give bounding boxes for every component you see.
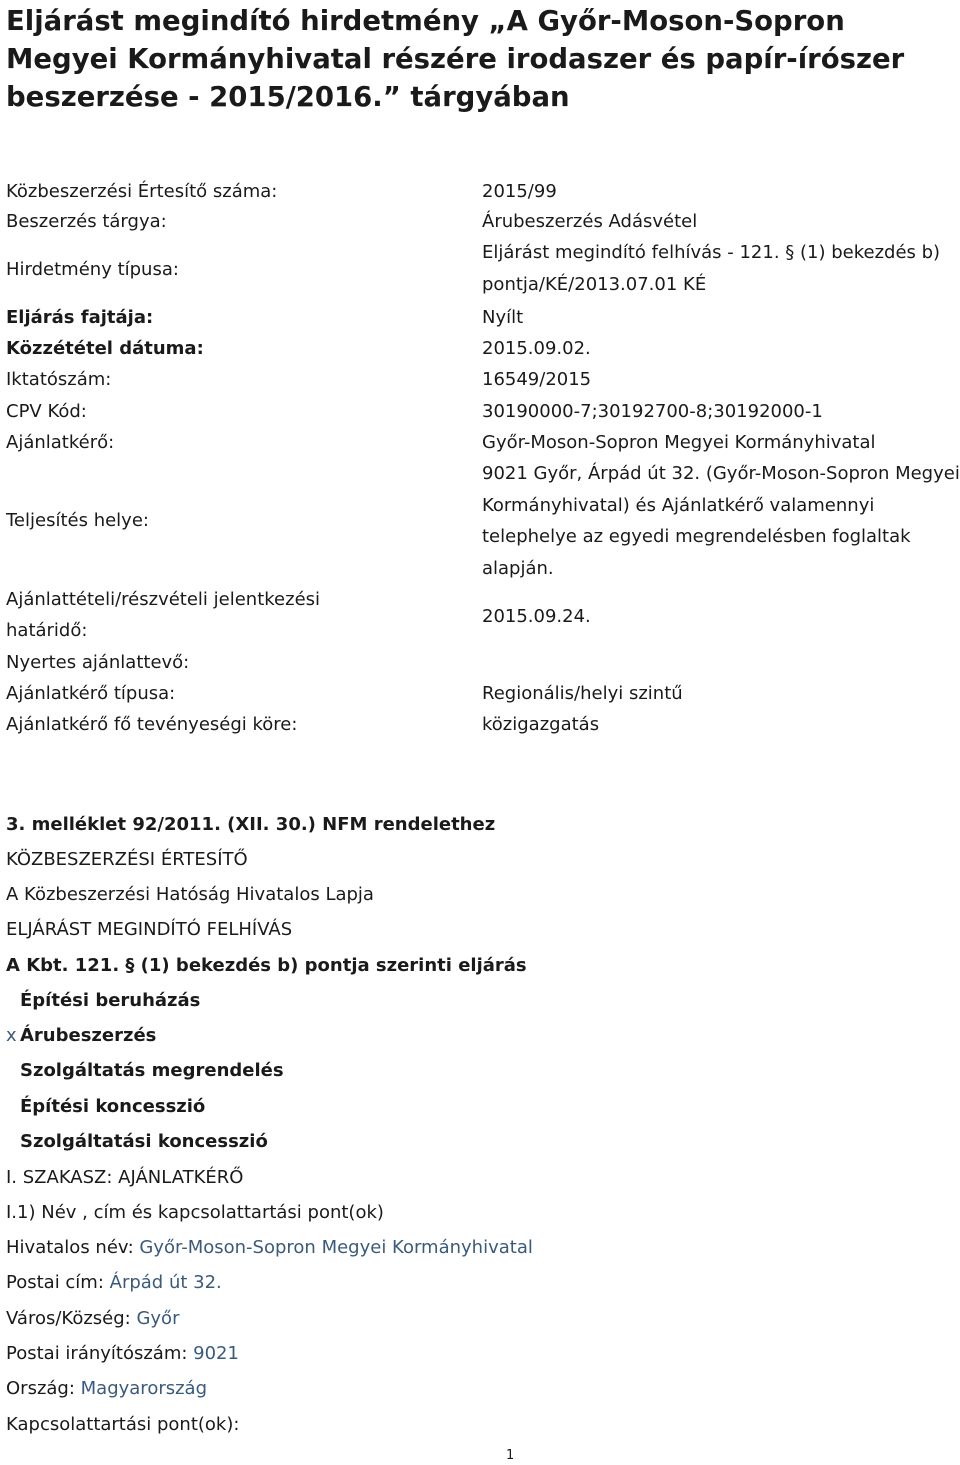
label-hatarido-line1: Ajánlattételi/részvételi jelentkezési: [6, 589, 321, 610]
value-iktatoszam: 16549/2015: [482, 369, 592, 390]
value-hirdetmeny-tipusa-line2: pontja/KÉ/2013.07.01 KÉ: [482, 274, 707, 295]
contact-value: Győr-Moson-Sopron Megyei Kormányhivatal: [139, 1237, 533, 1258]
nev-cim-heading: I.1) Név , cím és kapcsolattartási pont(ok): [6, 1202, 384, 1223]
label-nyertes: Nyertes ajánlattevő:: [6, 652, 190, 673]
option-label: Építési koncesszió: [20, 1096, 206, 1117]
contact-value: Árpád út 32.: [109, 1272, 222, 1293]
szakasz-heading: I. SZAKASZ: AJÁNLATKÉRŐ: [6, 1167, 244, 1188]
value-eljaras-fajtaja: Nyílt: [482, 307, 524, 328]
label-beszerzes-targya: Beszerzés tárgya:: [6, 211, 167, 232]
option-label: Építési beruházás: [20, 990, 201, 1011]
contact-iranyitoszam: [6, 1339, 239, 1369]
value-teljesites-helye-line4: alapján.: [482, 558, 554, 579]
contact-value: 9021: [193, 1343, 239, 1364]
contact-value: Győr: [136, 1308, 180, 1329]
value-ajanlatkero-tipusa: Regionális/helyi szintű: [482, 683, 683, 704]
label-ajanlatkero-tipusa: Ajánlatkérő típusa:: [6, 683, 176, 704]
option-label: Szolgáltatási koncesszió: [20, 1131, 268, 1152]
option-epitesi-beruhazas: [6, 986, 200, 1016]
value-hatarido: 2015.09.24.: [482, 606, 591, 627]
label-fo-tevekenysegi-kore: Ajánlatkérő fő tevényeségi köre:: [6, 714, 298, 735]
option-mark-checked: x: [6, 1025, 17, 1046]
contact-hivatalos-nev: [6, 1233, 533, 1263]
option-label: Árubeszerzés: [20, 1025, 157, 1046]
value-kozzetetel-datuma: 2015.09.02.: [482, 338, 591, 359]
contact-label: Város/Község:: [6, 1308, 137, 1329]
value-teljesites-helye-line2: Kormányhivatal) és Ajánlatkérő valamennyi: [482, 495, 875, 516]
ertesito-heading: KÖZBESZERZÉSI ÉRTESÍTŐ: [6, 849, 248, 870]
hivatalos-lapja: A Közbeszerzési Hatóság Hivatalos Lapja: [6, 884, 374, 905]
option-label: Szolgáltatás megrendelés: [20, 1060, 284, 1081]
contact-label: Hivatalos név:: [6, 1237, 140, 1258]
label-teljesites-helye: Teljesítés helye:: [6, 510, 149, 531]
label-hatarido-line2: határidő:: [6, 620, 88, 641]
value-teljesites-helye-line3: telephelye az egyedi megrendelésben foglaltak: [482, 526, 911, 547]
contact-label: Ország:: [6, 1378, 81, 1399]
melleklet-heading: 3. melléklet 92/2011. (XII. 30.) NFM rendelethez: [6, 814, 496, 835]
label-kozzetetel-datuma: Közzététel dátuma:: [6, 338, 204, 359]
page-number: 1: [506, 1448, 515, 1463]
kbt-heading: A Kbt. 121. § (1) bekezdés b) pontja szerinti eljárás: [6, 955, 527, 976]
value-fo-tevekenysegi-kore: közigazgatás: [482, 714, 600, 735]
felhivas-heading: ELJÁRÁST MEGINDÍTÓ FELHÍVÁS: [6, 919, 293, 940]
document-title: Eljárást megindító hirdetmény „A Győr-Moson-Sopron Megyei Kormányhivatal részére irodaszer és papír-írószer beszerzése - 2015/2016.” tárgyában: [6, 5, 905, 113]
value-kozbeszerzesi-ertesito: 2015/99: [482, 181, 557, 202]
contact-label: Postai cím:: [6, 1272, 110, 1293]
contact-value: Magyarország: [80, 1378, 208, 1399]
contact-kapcsolattartasi-pont: [6, 1410, 239, 1440]
value-hirdetmeny-tipusa-line1: Eljárást megindító felhívás - 121. § (1) bekezdés b): [482, 242, 941, 263]
contact-varos: [6, 1304, 179, 1334]
label-kozbeszerzesi-ertesito: Közbeszerzési Értesítő száma:: [6, 181, 278, 202]
value-ajanlatkero: Győr-Moson-Sopron Megyei Kormányhivatal: [482, 432, 876, 453]
option-szolgaltatas-megrendeles: [6, 1056, 284, 1086]
value-beszerzes-targya: Árubeszerzés Adásvétel: [482, 211, 698, 232]
contact-orszag: [6, 1374, 207, 1404]
label-cpv-kod: CPV Kód:: [6, 401, 87, 422]
option-epitesi-koncesszio: [6, 1092, 205, 1122]
label-hirdetmeny-tipusa: Hirdetmény típusa:: [6, 259, 179, 280]
label-eljaras-fajtaja: Eljárás fajtája:: [6, 307, 154, 328]
contact-label: Kapcsolattartási pont(ok):: [6, 1414, 240, 1435]
contact-postai-cim: [6, 1268, 222, 1298]
option-szolgaltatasi-koncesszio: [6, 1127, 268, 1157]
contact-label: Postai irányítószám:: [6, 1343, 194, 1364]
option-arubeszerzes: [6, 1021, 156, 1051]
value-teljesites-helye-line1: 9021 Győr, Árpád út 32. (Győr-Moson-Sopron Megyei: [482, 463, 960, 484]
label-iktatoszam: Iktatószám:: [6, 369, 112, 390]
value-cpv-kod: 30190000-7;30192700-8;30192000-1: [482, 401, 823, 422]
label-ajanlatkero: Ajánlatkérő:: [6, 432, 115, 453]
